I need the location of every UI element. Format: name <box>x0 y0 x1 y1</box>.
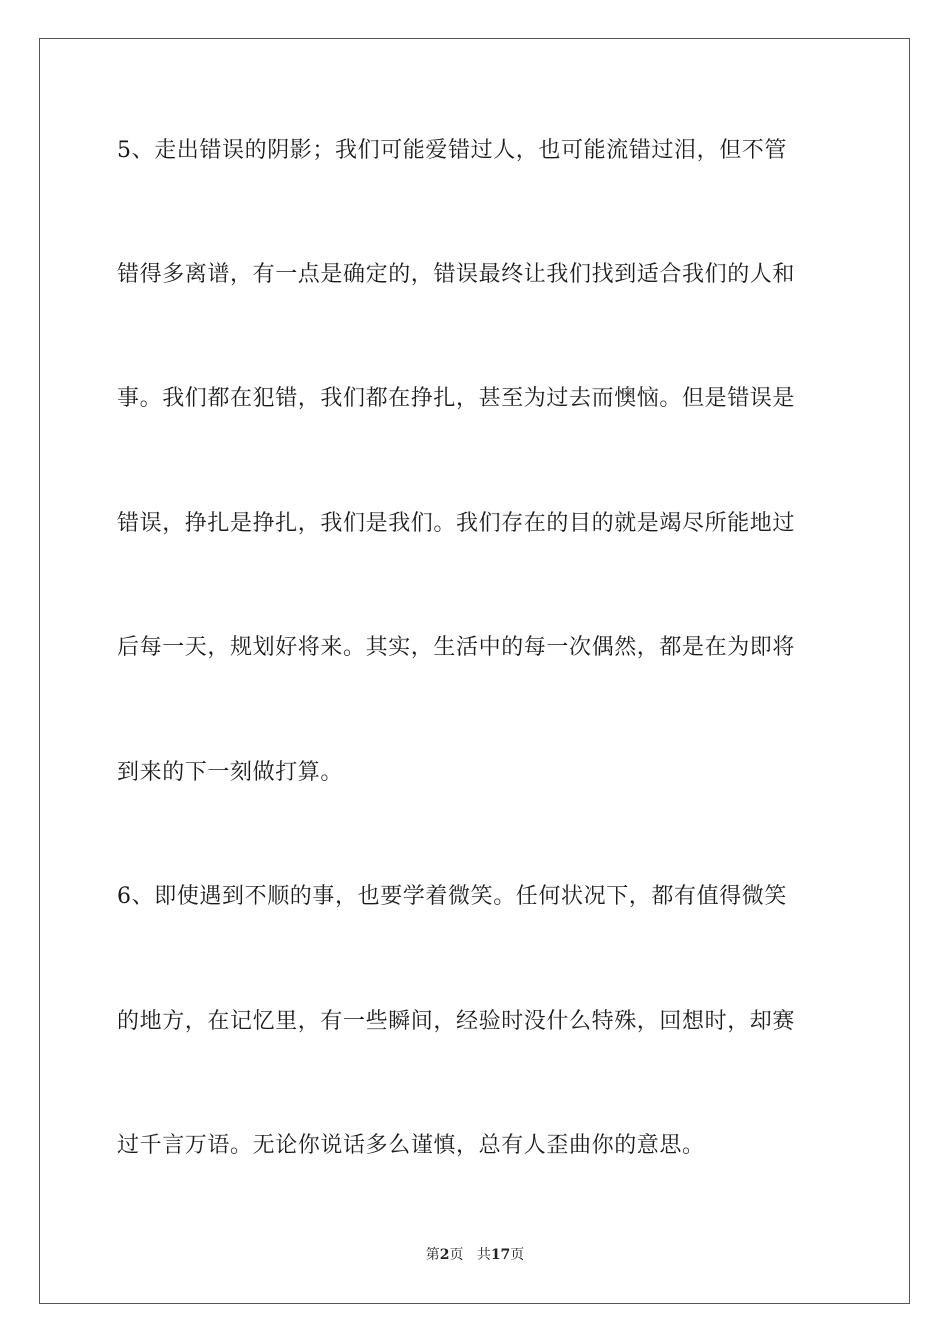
total-label-suffix: 页 <box>510 1247 525 1263</box>
text-line: 后每一天，规划好将来。其实，生活中的每一次偶然，都是在为即将 <box>117 635 796 660</box>
text-line: 错误，挣扎是挣扎，我们是我们。我们存在的目的就是竭尽所能地过 <box>117 511 796 536</box>
text-line: 的地方，在记忆里，有一些瞬间，经验时没什么特殊，回想时，却赛 <box>117 1009 796 1034</box>
page-footer <box>0 1246 950 1264</box>
text-line: 6、即使遇到不顺的事，也要学着微笑。任何状况下，都有值得微笑 <box>117 884 787 909</box>
text-line: 到来的下一刻做打算。 <box>117 760 344 785</box>
total-pages: 17 <box>490 1247 511 1263</box>
text-line: 错得多离谱，有一点是确定的，错误最终让我们找到适合我们的人和 <box>117 262 796 287</box>
page-label-suffix: 页 <box>449 1247 464 1263</box>
page-border <box>39 38 910 1304</box>
text-line: 过千言万语。无论你说话多么谨慎，总有人歪曲你的意思。 <box>117 1133 705 1158</box>
page-label-prefix: 第 <box>425 1247 440 1263</box>
total-label-prefix: 共 <box>476 1247 491 1263</box>
page-number: 2 <box>439 1247 450 1263</box>
text-line: 5、走出错误的阴影；我们可能爱错过人，也可能流错过泪，但不管 <box>117 138 787 163</box>
text-line: 事。我们都在犯错，我们都在挣扎，甚至为过去而懊恼。但是错误是 <box>117 386 796 411</box>
